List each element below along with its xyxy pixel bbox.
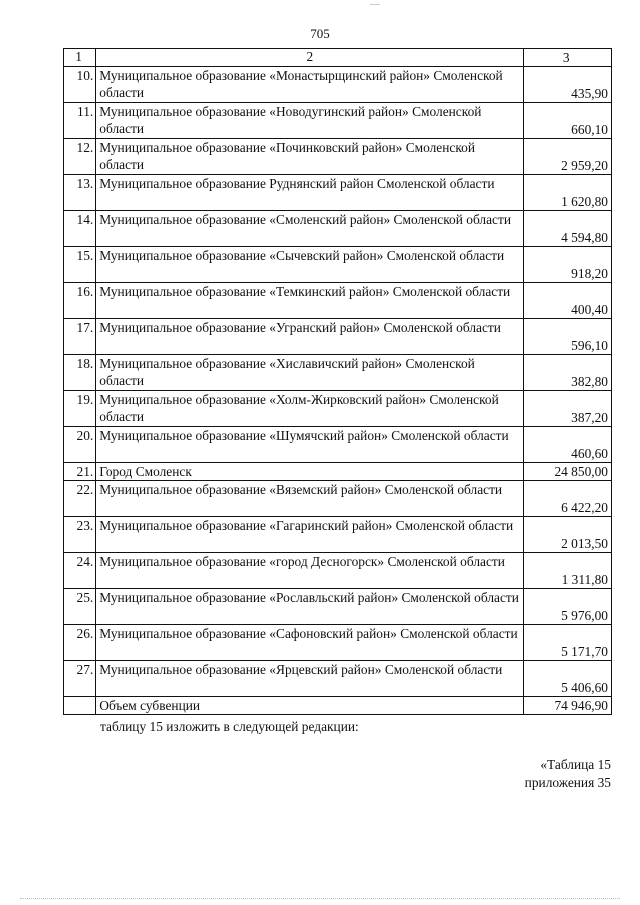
row-number: 12.	[64, 139, 96, 175]
row-subvention-value: 596,10	[524, 319, 612, 355]
total-value: 74 946,90	[524, 697, 612, 715]
table-row	[64, 391, 612, 427]
row-municipality-name: Муниципальное образование «Смоленский район» Смоленской области	[96, 211, 524, 247]
row-municipality-name: Муниципальное образование «Монастырщинский район» Смоленской области	[96, 67, 524, 103]
row-municipality-name: Муниципальное образование «Шумячский район» Смоленской области	[96, 427, 524, 463]
subvention-table	[63, 48, 612, 715]
table-header-row	[64, 49, 612, 67]
table-row	[64, 319, 612, 355]
row-municipality-name: Муниципальное образование «Темкинский район» Смоленской области	[96, 283, 524, 319]
table-row	[64, 355, 612, 391]
total-label: Объем субвенции	[96, 697, 524, 715]
row-number: 27.	[64, 661, 96, 697]
row-subvention-value: 400,40	[524, 283, 612, 319]
row-number: 11.	[64, 103, 96, 139]
table-row	[64, 175, 612, 211]
row-subvention-value: 6 422,20	[524, 481, 612, 517]
row-number: 18.	[64, 355, 96, 391]
row-number: 15.	[64, 247, 96, 283]
table-row	[64, 553, 612, 589]
row-number: 14.	[64, 211, 96, 247]
row-number: 13.	[64, 175, 96, 211]
row-subvention-value: 660,10	[524, 103, 612, 139]
table-row	[64, 211, 612, 247]
table-row	[64, 427, 612, 463]
row-number: 20.	[64, 427, 96, 463]
table-row	[64, 247, 612, 283]
row-subvention-value: 382,80	[524, 355, 612, 391]
caption-line-appendix: приложения 35	[524, 775, 611, 790]
table-row	[64, 139, 612, 175]
row-number: 17.	[64, 319, 96, 355]
table-row	[64, 103, 612, 139]
table-row	[64, 589, 612, 625]
row-subvention-value: 387,20	[524, 391, 612, 427]
row-municipality-name: Муниципальное образование «Починковский район» Смоленской области	[96, 139, 524, 175]
row-subvention-value: 4 594,80	[524, 211, 612, 247]
page-bottom-rule	[20, 898, 620, 899]
row-municipality-name: Муниципальное образование «Сычевский район» Смоленской области	[96, 247, 524, 283]
row-number: 10.	[64, 67, 96, 103]
instruction-text: таблицу 15 изложить в следующей редакции:	[100, 719, 359, 734]
row-subvention-value: 435,90	[524, 67, 612, 103]
table-row	[64, 463, 612, 481]
row-number: 22.	[64, 481, 96, 517]
row-municipality-name: Муниципальное образование Руднянский район Смоленской области	[96, 175, 524, 211]
total-number-cell	[64, 697, 96, 715]
row-subvention-value: 918,20	[524, 247, 612, 283]
row-subvention-value: 1 620,80	[524, 175, 612, 211]
row-municipality-name: Муниципальное образование «Угранский район» Смоленской области	[96, 319, 524, 355]
table-row	[64, 625, 612, 661]
row-subvention-value: 1 311,80	[524, 553, 612, 589]
table-row	[64, 67, 612, 103]
row-number: 23.	[64, 517, 96, 553]
row-subvention-value: 5 976,00	[524, 589, 612, 625]
total-row	[64, 697, 612, 715]
page-number: 705	[310, 26, 330, 41]
row-municipality-name: Муниципальное образование «Ярцевский район» Смоленской области	[96, 661, 524, 697]
row-subvention-value: 5 406,60	[524, 661, 612, 697]
row-municipality-name: Муниципальное образование «Вяземский район» Смоленской области	[96, 481, 524, 517]
header-cell-name: 2	[96, 49, 524, 67]
row-subvention-value: 2 013,50	[524, 517, 612, 553]
scan-artifact	[370, 0, 380, 5]
row-number: 21.	[64, 463, 96, 481]
row-number: 25.	[64, 589, 96, 625]
row-municipality-name: Муниципальное образование «Холм-Жирковский район» Смоленской области	[96, 391, 524, 427]
table-row	[64, 481, 612, 517]
row-municipality-name: Муниципальное образование «город Десногорск» Смоленской области	[96, 553, 524, 589]
table-row	[64, 517, 612, 553]
row-subvention-value: 5 171,70	[524, 625, 612, 661]
header-cell-number: 1	[64, 49, 96, 67]
row-municipality-name: Муниципальное образование «Рославльский район» Смоленской области	[96, 589, 524, 625]
row-municipality-name: Муниципальное образование «Сафоновский район» Смоленской области	[96, 625, 524, 661]
row-subvention-value: 24 850,00	[524, 463, 612, 481]
row-number: 16.	[64, 283, 96, 319]
table-row	[64, 661, 612, 697]
row-number: 26.	[64, 625, 96, 661]
row-municipality-name: Муниципальное образование «Гагаринский район» Смоленской области	[96, 517, 524, 553]
header-cell-value: 3	[524, 49, 612, 67]
row-municipality-name: Город Смоленск	[96, 463, 524, 481]
row-municipality-name: Муниципальное образование «Хиславичский район» Смоленской области	[96, 355, 524, 391]
row-municipality-name: Муниципальное образование «Новодугинский район» Смоленской области	[96, 103, 524, 139]
caption-line-table: «Таблица 15	[540, 757, 611, 772]
row-subvention-value: 460,60	[524, 427, 612, 463]
table-row	[64, 283, 612, 319]
row-number: 24.	[64, 553, 96, 589]
row-subvention-value: 2 959,20	[524, 139, 612, 175]
table-caption	[525, 756, 611, 792]
row-number: 19.	[64, 391, 96, 427]
